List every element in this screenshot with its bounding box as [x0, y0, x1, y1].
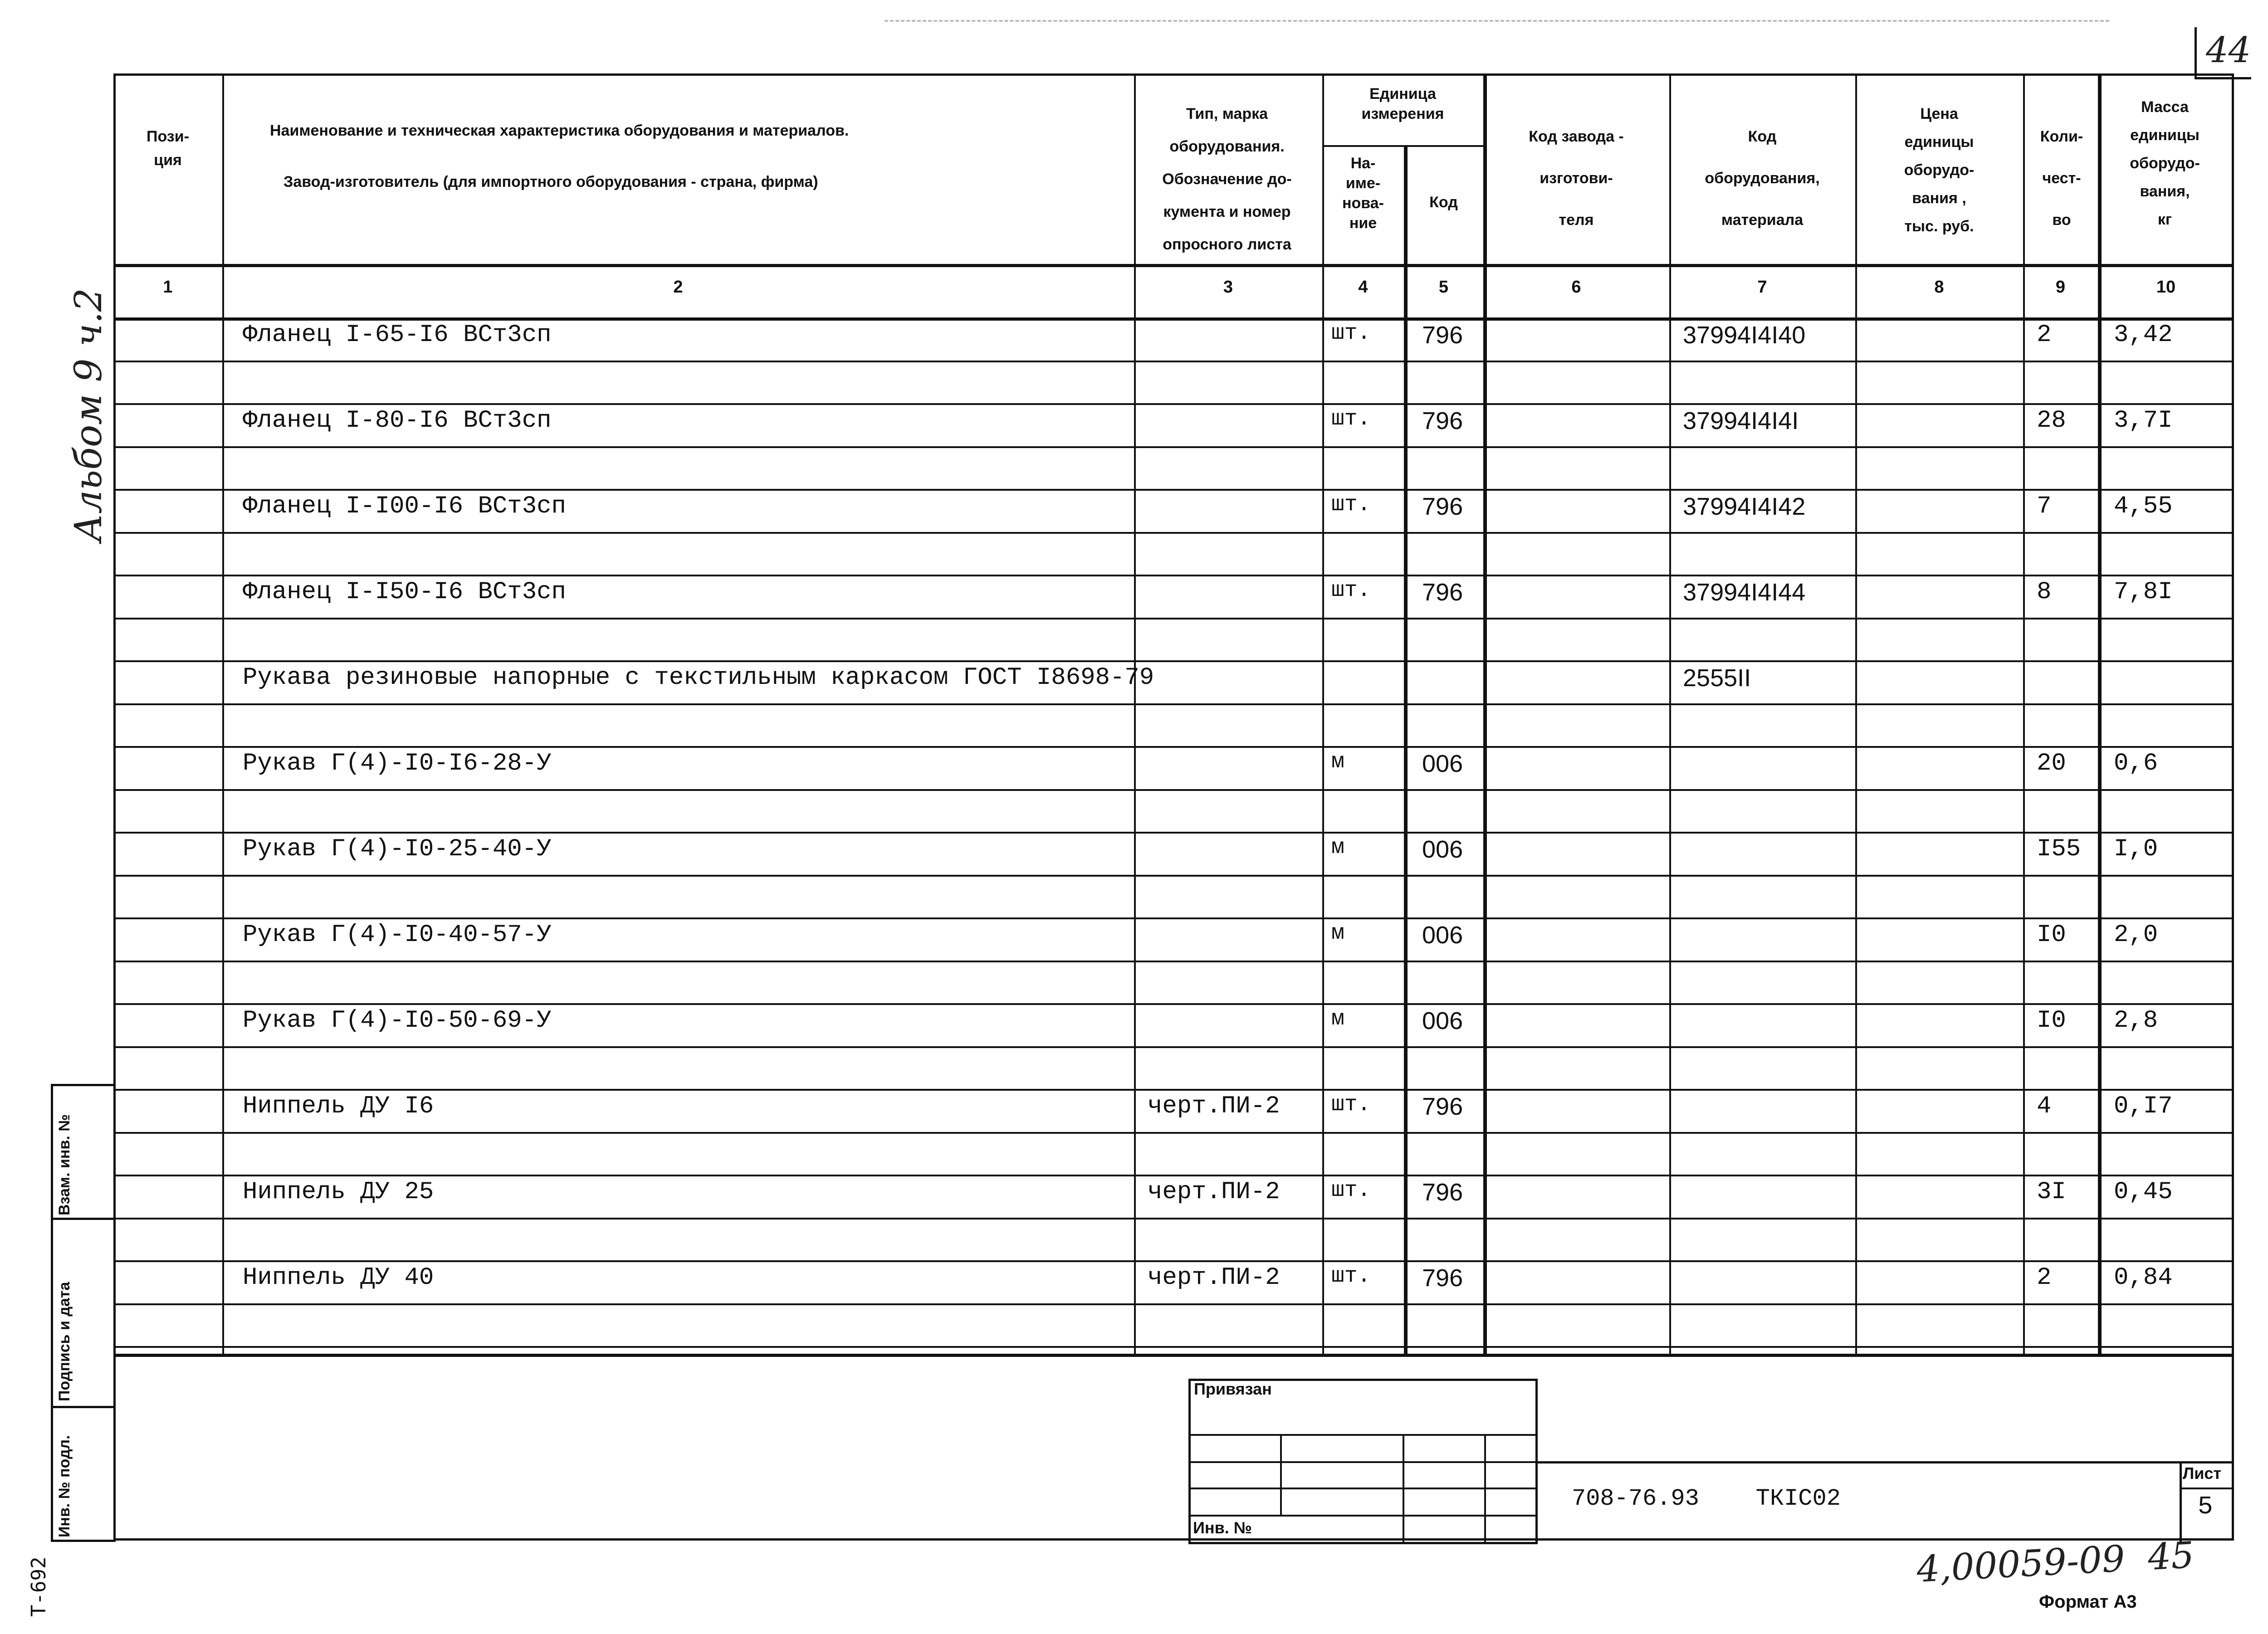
item-name: Фланец I-I50-I6 ВСт3сп — [243, 578, 566, 606]
item-unit-code: 006 — [1422, 836, 1463, 863]
column-number: 7 — [1757, 278, 1767, 297]
row-line — [113, 618, 2234, 619]
header-unit-group: Единица измерения — [1361, 85, 1444, 122]
row-line — [113, 746, 2234, 748]
item-quantity: 20 — [2037, 750, 2066, 777]
column-number: 6 — [1571, 278, 1581, 297]
item-name: Рукав Г(4)-I0-40-57-У — [243, 921, 552, 949]
handwritten-bottom: 4,00059-09 45 — [1915, 1534, 2195, 1590]
item-quantity: I0 — [2037, 921, 2066, 949]
item-name: Ниппель ДУ 25 — [243, 1178, 434, 1206]
item-unit-code: 006 — [1422, 922, 1463, 949]
row-line — [113, 1003, 2234, 1005]
stamp-line — [1403, 1434, 1404, 1544]
side-label-vzam: Взам. инв. № — [56, 1114, 73, 1215]
item-unit: шт. — [1331, 493, 1371, 517]
item-unit: шт. — [1331, 1178, 1371, 1203]
item-equipment-code: 37994I4I40 — [1683, 322, 1806, 349]
column-line — [1855, 73, 1857, 1354]
row-line — [113, 1346, 2234, 1348]
item-unit: м — [1331, 1007, 1344, 1031]
item-unit: м — [1331, 921, 1344, 946]
item-mass: 2,0 — [2114, 921, 2158, 949]
column-line — [222, 73, 224, 1354]
item-mass: 3,42 — [2114, 321, 2173, 349]
bottom-left-code: T-692 — [27, 1556, 50, 1617]
item-unit-code: 796 — [1422, 1179, 1463, 1206]
column-line — [1322, 73, 1324, 1354]
row-line — [113, 961, 2234, 962]
item-unit-code: 006 — [1422, 1007, 1463, 1034]
privyazan-label: Привязан — [1194, 1380, 1272, 1398]
corner-number: 44 — [2206, 30, 2251, 71]
item-name: Фланец I-I00-I6 ВСт3сп — [243, 493, 566, 520]
row-line — [113, 1089, 2234, 1091]
item-name: Фланец I-65-I6 ВСт3сп — [243, 321, 552, 349]
doc-code: 708-76.93 ТКIС02 — [1572, 1485, 1841, 1512]
item-quantity: I55 — [2037, 835, 2081, 863]
sheet-number: 5 — [2198, 1492, 2213, 1521]
item-quantity: 7 — [2037, 493, 2052, 520]
item-unit-code: 796 — [1422, 1093, 1463, 1120]
row-line — [113, 361, 2234, 362]
item-name: Рукав Г(4)-I0-25-40-У — [243, 835, 552, 863]
header-unit-code: Код — [1429, 194, 1458, 211]
item-unit: м — [1331, 835, 1344, 860]
item-unit: шт. — [1331, 1093, 1371, 1117]
item-mass: 2,8 — [2114, 1007, 2158, 1034]
item-unit: шт. — [1331, 1264, 1371, 1288]
sheet-label: Лист — [2183, 1464, 2222, 1483]
row-line — [113, 703, 2234, 705]
item-mass: 4,55 — [2114, 493, 2173, 520]
column-line — [1669, 73, 1671, 1354]
row-line — [113, 660, 2234, 662]
item-unit-code: 006 — [1422, 750, 1463, 777]
column-line — [1134, 73, 1136, 1354]
row-line — [113, 1218, 2234, 1219]
item-mass: I,0 — [2114, 835, 2158, 863]
grid-line — [1322, 145, 1483, 147]
column-line — [1483, 73, 1487, 1354]
column-number: 10 — [2156, 278, 2176, 297]
side-label-inv: Инв. № подл. — [56, 1435, 73, 1537]
item-equipment-code: 37994I4I44 — [1683, 579, 1806, 606]
item-unit: шт. — [1331, 321, 1371, 346]
side-box-inv — [51, 1406, 116, 1542]
item-quantity: 2 — [2037, 321, 2052, 349]
item-unit: м — [1331, 750, 1344, 774]
grid-line — [113, 264, 2234, 267]
row-line — [113, 403, 2234, 405]
grid-line — [113, 1354, 2234, 1357]
header-price: Цена единицы оборудо- вания , тыс. руб. — [1904, 105, 1975, 235]
header-name-1: Наименование и техническая характеристика оборудования и материалов. — [270, 122, 849, 139]
column-number: 8 — [1934, 278, 1944, 297]
stamp-line — [1484, 1434, 1486, 1544]
item-document: черт.ПИ-2 — [1148, 1264, 1280, 1292]
row-line — [113, 489, 2234, 491]
item-document: черт.ПИ-2 — [1148, 1093, 1280, 1120]
header-position: Пози- ция — [147, 128, 189, 169]
column-number: 3 — [1223, 278, 1233, 297]
item-quantity: 2 — [2037, 1264, 2052, 1292]
column-line — [2098, 73, 2102, 1354]
row-line — [113, 1175, 2234, 1176]
grid-line — [113, 317, 2234, 321]
corner-number-box — [2195, 27, 2251, 79]
stamp-line — [2180, 1488, 2234, 1489]
item-document: черт.ПИ-2 — [1148, 1178, 1280, 1206]
item-mass: 0,6 — [2114, 750, 2158, 777]
column-number: 9 — [2055, 278, 2066, 297]
item-quantity: 4 — [2037, 1093, 2052, 1120]
item-quantity: 8 — [2037, 578, 2052, 606]
side-box-vzam — [51, 1084, 116, 1220]
item-equipment-code: 2555II — [1683, 664, 1751, 692]
side-label-podpis: Подпись и дата — [56, 1282, 73, 1401]
row-line — [113, 446, 2234, 448]
row-line — [113, 532, 2234, 534]
item-unit-code: 796 — [1422, 1264, 1463, 1292]
row-line — [113, 875, 2234, 877]
row-line — [113, 1260, 2234, 1262]
item-mass: 7,8I — [2114, 578, 2173, 606]
item-mass: 0,84 — [2114, 1264, 2173, 1292]
item-name: Рукава резиновые напорные с текстильным каркасом ГОСТ I8698-79 — [243, 664, 1154, 692]
item-quantity: 3I — [2037, 1178, 2066, 1206]
header-quantity: Коли- чест- во — [2040, 128, 2083, 229]
top-dash-line — [885, 20, 2109, 22]
item-name: Ниппель ДУ I6 — [243, 1093, 434, 1120]
row-line — [113, 1303, 2234, 1305]
item-quantity: I0 — [2037, 1007, 2066, 1034]
item-mass: 0,I7 — [2114, 1093, 2173, 1120]
inv-no-label: Инв. № — [1193, 1518, 1252, 1537]
format-label: Формат А3 — [2039, 1592, 2137, 1612]
side-box-podpis — [51, 1218, 116, 1408]
row-line — [113, 917, 2234, 919]
item-name: Фланец I-80-I6 ВСт3сп — [243, 407, 552, 434]
column-line — [1404, 145, 1408, 1354]
header-type: Тип, марка оборудования. Обозначение до- кумента и номер опросного листа — [1162, 105, 1292, 253]
row-line — [113, 832, 2234, 834]
stamp-line — [1280, 1434, 1282, 1515]
item-mass: 0,45 — [2114, 1178, 2173, 1206]
item-equipment-code: 37994I4I4I — [1683, 407, 1799, 434]
header-unit-name: На- име- нова- ние — [1342, 155, 1384, 232]
header-name-2: Завод-изготовитель (для импортного оборудования - страна, фирма) — [284, 173, 818, 190]
column-line — [2023, 73, 2025, 1354]
item-unit-code: 796 — [1422, 322, 1463, 349]
row-line — [113, 1132, 2234, 1134]
item-mass: 3,7I — [2114, 407, 2173, 434]
row-line — [113, 1046, 2234, 1048]
item-name: Рукав Г(4)-I0-I6-28-У — [243, 750, 552, 777]
row-line — [113, 789, 2234, 791]
album-note: Альбом 9 ч.2 — [67, 288, 110, 542]
item-quantity: 28 — [2037, 407, 2066, 434]
row-line — [113, 575, 2234, 576]
item-unit-code: 796 — [1422, 493, 1463, 520]
header-factory-code: Код завода - изготови- теля — [1529, 128, 1624, 229]
item-name: Рукав Г(4)-I0-50-69-У — [243, 1007, 552, 1034]
column-number: 2 — [673, 278, 683, 297]
item-name: Ниппель ДУ 40 — [243, 1264, 434, 1292]
item-unit-code: 796 — [1422, 407, 1463, 434]
item-unit-code: 796 — [1422, 579, 1463, 606]
column-number: 5 — [1438, 278, 1449, 297]
item-equipment-code: 37994I4I42 — [1683, 493, 1806, 520]
item-unit: шт. — [1331, 407, 1371, 431]
column-number: 4 — [1358, 278, 1368, 297]
column-number: 1 — [163, 278, 173, 297]
item-unit: шт. — [1331, 578, 1371, 603]
header-mass: Масса единицы оборудо- вания, кг — [2130, 98, 2200, 228]
header-equipment-code: Код оборудования, материала — [1705, 128, 1820, 229]
